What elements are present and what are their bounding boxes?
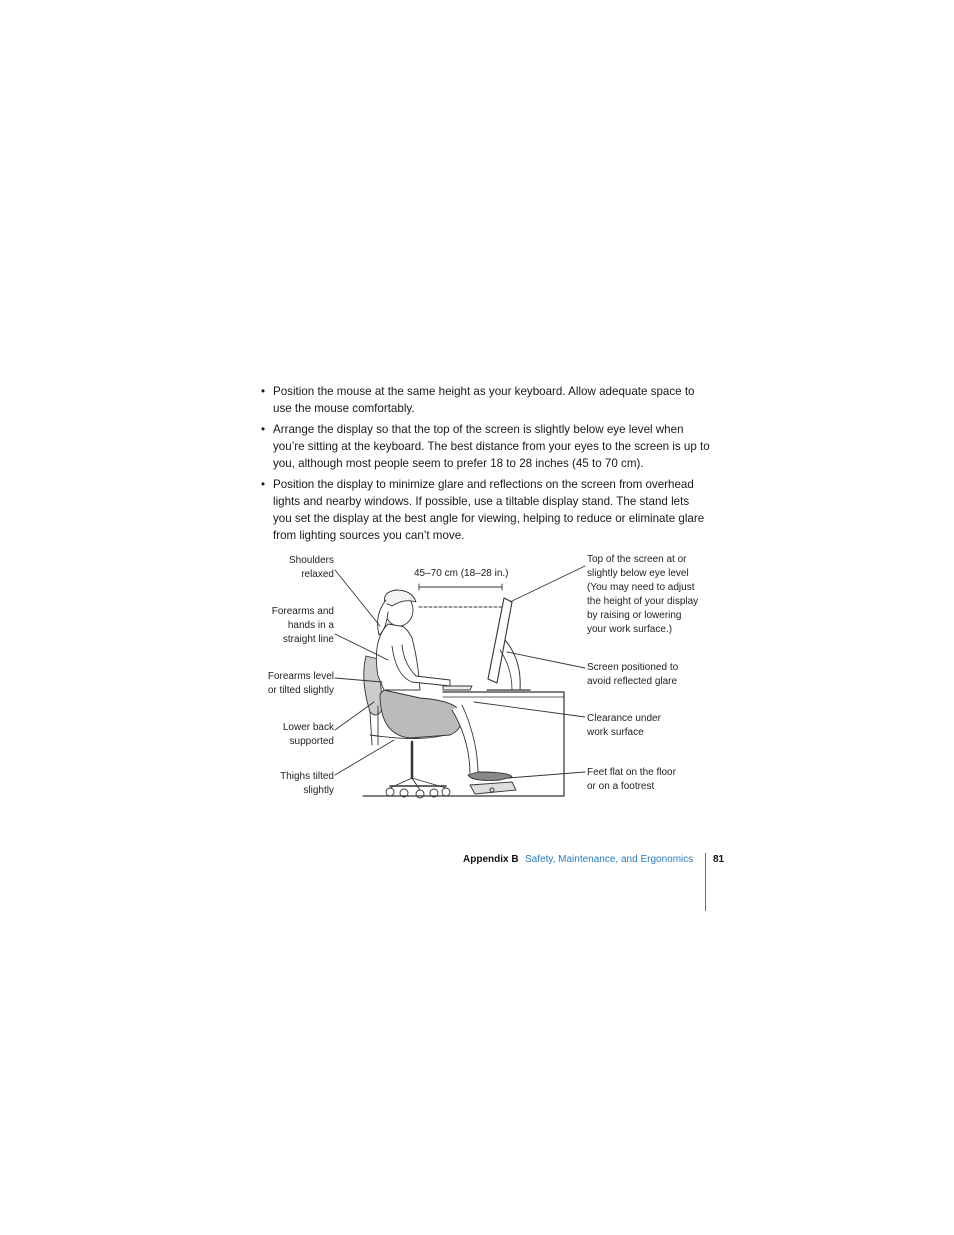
page-number: 81	[713, 854, 725, 865]
label-shoulders: Shoulders relaxed	[288, 555, 334, 580]
label-distance: 45–70 cm (18–28 in.)	[414, 568, 509, 579]
bullet-mouse: • Position the mouse at the same height as your keyboard. Allow adequate space to use the mouse comfortably.	[261, 383, 711, 417]
label-screen-position: Screen positioned to avoid reflected glare	[587, 662, 679, 687]
footer-title: Safety, Maintenance, and Ergonomics	[525, 854, 694, 865]
label-thighs: Thighs tilted slightly	[280, 771, 334, 796]
footer-chapter: Appendix B	[463, 854, 519, 865]
label-forearms-level: Forearms level or tilted slightly	[267, 671, 334, 696]
bullet-display-height: • Arrange the display so that the top of the screen is slightly below eye level when you’re sitting at the keyboard. The best distance from your eyes to the screen is up to you, although most people seem to prefer 18 to 28 inches (45 to 70 cm).	[261, 421, 711, 472]
label-forearms-hands: Forearms and hands in a straight line	[271, 606, 334, 645]
bullet-glare: • Position the display to minimize glare and reflections on the screen from overhead lights and nearby windows. If possible, use a tiltable display stand. The stand lets you set the display at the best angle for viewing, helping to reduce or eliminate glare from lighting sources you can’t move.	[261, 476, 711, 544]
label-feet: Feet flat on the floor or on a footrest	[587, 767, 676, 792]
footer-divider	[705, 853, 706, 911]
label-lower-back: Lower back supported	[282, 722, 334, 747]
label-clearance: Clearance under work surface	[587, 713, 661, 738]
label-screen-top: Top of the screen at or slightly below eye level (You may need to adjust the height of your display by raising or lowering your work surface.)	[587, 554, 699, 635]
